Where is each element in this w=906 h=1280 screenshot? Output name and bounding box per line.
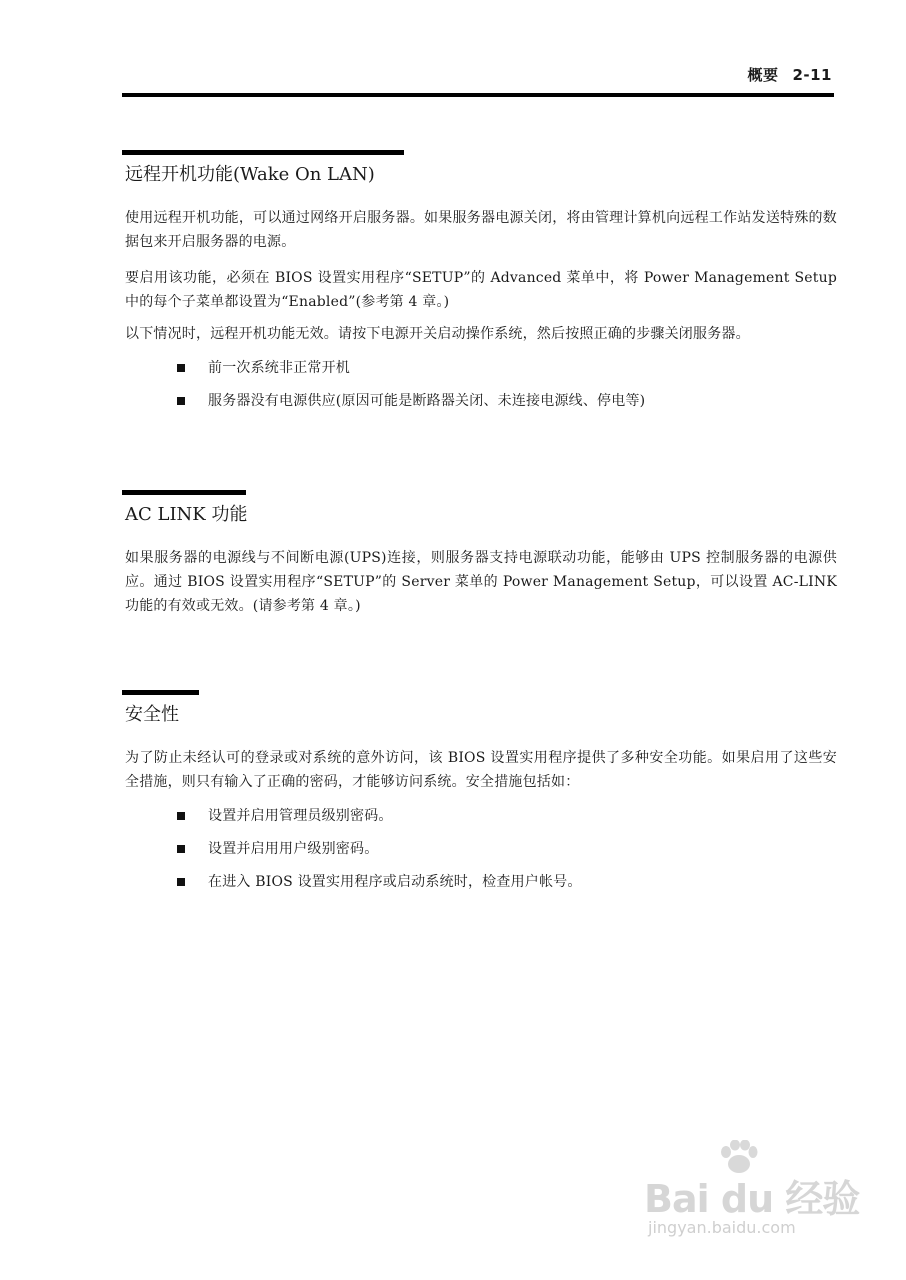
section-bar [122,490,246,495]
section-bar [122,150,404,155]
square-bullet-icon [177,878,185,886]
chapter-title: 概要 [747,66,779,84]
list-item-text: 设置并启用管理员级别密码。 [208,808,393,824]
baidu-watermark [640,1140,860,1250]
list-item [122,837,834,870]
running-head [747,64,832,85]
paragraph: 使用远程开机功能，可以通过网络开启服务器。如果服务器电源关闭，将由管理计算机向远程工作站发送特殊的数据包来开启服务器的电源。 [125,210,837,250]
list-item [122,356,834,389]
watermark-url: jingyan.baidu.com [648,1218,796,1237]
square-bullet-icon [177,812,185,820]
section-title: 远程开机功能(Wake On LAN) [125,164,375,185]
list-item [122,804,834,837]
header-rule [122,93,834,97]
paragraph: 以下情况时，远程开机功能无效。请按下电源开关启动操作系统，然后按照正确的步骤关闭服务器。 [125,326,750,342]
square-bullet-icon [177,397,185,405]
square-bullet-icon [177,845,185,853]
paragraph: 如果服务器的电源线与不间断电源(UPS)连接，则服务器支持电源联动功能，能够由 UPS 控制服务器的电源供应。通过 BIOS 设置实用程序“SETUP”的 Server 菜单的 Power Management Setup，可以设置 AC-LINK 功能的有效或无效。(请参考第 4 章。) [125,550,837,614]
square-bullet-icon [177,364,185,372]
list-item-text: 在进入 BIOS 设置实用程序或启动系统时，检查用户帐号。 [208,874,582,890]
section-ac-link [122,490,837,618]
page-header [122,64,834,98]
paragraph: 为了防止未经认可的登录或对系统的意外访问，该 BIOS 设置实用程序提供了多种安全功能。如果启用了这些安全措施，则只有输入了正确的密码，才能够访问系统。安全措施包括如： [125,750,837,790]
bullet-list [122,356,834,422]
section-security [122,690,837,903]
page-number: 2-11 [792,66,832,84]
list-item-text: 设置并启用用户级别密码。 [208,841,379,857]
list-item [122,870,834,903]
list-item-text: 服务器没有电源供应(原因可能是断路器关闭、未连接电源线、停电等) [208,393,646,409]
section-wake-on-lan [122,150,837,422]
list-item-text: 前一次系统非正常开机 [208,360,350,376]
section-title: AC LINK 功能 [125,504,248,525]
watermark-brand: Bai du 经验 [644,1177,860,1221]
list-item [122,389,834,422]
paragraph: 要启用该功能，必须在 BIOS 设置实用程序“SETUP”的 Advanced 菜单中，将 Power Management Setup 中的每个子菜单都设置为“Enabled”(参考第 4 章。) [125,270,837,310]
bullet-list [122,804,834,903]
section-bar [122,690,199,695]
section-title: 安全性 [125,704,179,725]
